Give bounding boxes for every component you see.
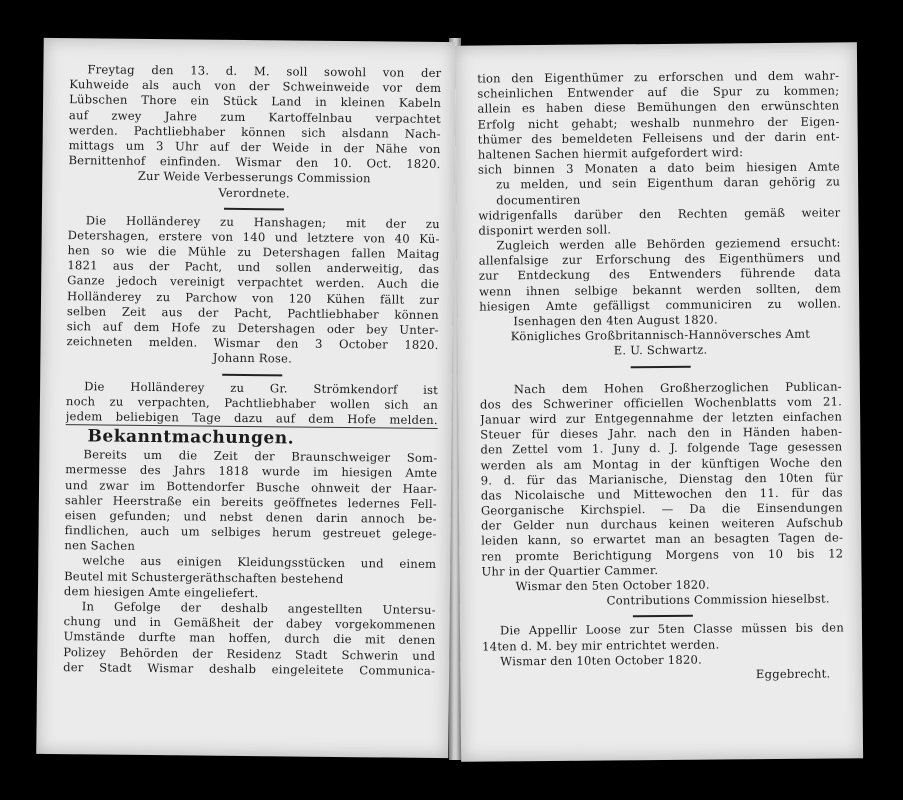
item-line: Beutel mit Schustergeräthschaften bestehend — [64, 568, 344, 586]
text-line: Ganze jedoch vereinigt verpachtet werden. Auch die — [67, 273, 440, 292]
text-line: Freytag den 13. d. M. soll sowohl von der — [87, 62, 442, 81]
text-line: mittags um 3 Uhr auf der Weide in der Nähe von — [68, 138, 441, 156]
text-line: Kuhweide als auch von der Schweinweide vor dem — [69, 77, 442, 96]
text-line: haltenen Sachen hiermit aufgefordert wird: — [477, 145, 744, 162]
right-page — [455, 42, 863, 761]
text-line: mermesse des Jahrs 1818 wurde im hiesigen Amte — [65, 462, 438, 481]
text-line: nen Sachen — [64, 538, 136, 554]
text-line: sahler Heerstraße ein bereits geöffnetes ledernes Fell- — [64, 492, 437, 511]
item-line: zu melden, und sein Eigenthum daran gehörig zu — [496, 174, 841, 192]
left-column — [63, 62, 441, 679]
text-line: allenfalsige zur Erforschung des Eigenthümers und — [478, 250, 841, 268]
text-line: zur Entdeckung des Entwenders führende data — [478, 265, 841, 284]
text-line: thümer des bemeldeten Felleisens und der darin ent- — [477, 129, 840, 147]
text-line: Detershagen, erstere von 140 und letztere von 40 Kü- — [67, 227, 440, 246]
signature-line: Johann Rose. — [212, 351, 293, 366]
text-line: Die Holländerey zu Gr. Strömkendorf ist — [84, 378, 439, 397]
text-line: dos des Schweriner officiellen Wochenblatts vom 21. — [479, 394, 843, 412]
text-line: Umstände durfte man hoffen, durch die mit denen — [63, 629, 436, 648]
text-line: 14ten d. M. bey mir entrichtet werden. — [482, 637, 720, 654]
notice-felleisen-continued — [477, 68, 842, 360]
separator-rule — [224, 207, 284, 210]
text-line: Georganische Kirchspiel. — Da die Einsendungen — [480, 500, 843, 518]
text-line: Zugleich werden alle Behörden geziemend ersucht: — [496, 235, 841, 253]
text-line: und zwar im Bottendorfer Busche ohnweit der Haar- — [65, 477, 438, 496]
notice-loose — [482, 621, 845, 685]
text-line: Lübschen Thore ein Stück Land in kleinen Kabeln — [69, 92, 442, 111]
date-line: Wismar den 5ten October 1820. — [515, 577, 710, 594]
notice-kuhweide — [68, 62, 441, 203]
text-line: werden als am Montag in der künftigen Woche den — [480, 454, 843, 473]
text-line: widrigenfalls darüber den Rechten gemäß weiter — [478, 205, 841, 223]
notice-felleisen — [63, 447, 437, 679]
text-line: hiesigen Amte gefälligst communiciren zu wollen. — [479, 296, 842, 314]
text-line: Erfolg nicht gehabt; weshalb nunmehro der Eigen- — [477, 113, 840, 132]
notice-hanshagen — [66, 213, 440, 369]
item-line: sich binnen 3 Monaten a dato beim hiesigen Amte — [477, 159, 841, 177]
text-line: selben Zeit aus der Pacht, Pachtliebhaber können — [66, 303, 439, 322]
date-line: Wismar den 10ten October 1820. — [500, 652, 703, 669]
text-line: 9. d. für das Marianische, Dienstag den 10ten für — [480, 470, 843, 488]
text-line: chung und in Gemäßheit der dabey vorgekommenen — [63, 614, 436, 633]
text-line: leiden kann, so erwartet man an besagten Tagen de- — [481, 530, 844, 548]
text-line: allein es haben diese Bemühungen den erwünschten — [477, 98, 840, 116]
text-line: Polizey Behörden der Residenz Stadt Schwerin und — [63, 644, 436, 663]
item-line: dem hiesigen Amte eingeliefert. — [63, 583, 259, 600]
right-column — [477, 68, 844, 684]
text-line: der Stadt Wismar deshalb eingeleitete Communica- — [63, 659, 436, 678]
item-line: welche aus einigen Kleidungsstücken und einem — [82, 553, 437, 572]
text-line: Die Appellir Loose zur 5ten Classe müssen bis den — [499, 620, 845, 638]
signature-line: Eggebrecht. — [755, 666, 831, 682]
text-line: Holländerey zu Parchow von 120 Kühen fällt zur — [66, 288, 440, 307]
text-line: tion den Eigenthümer zu erforschen und dem wahr- — [477, 68, 840, 86]
text-line: zeichneten melden. Wismar den 3 October 1820. — [66, 334, 439, 353]
text-line: disponirt werden soll. — [478, 222, 612, 238]
notice-steuer — [480, 379, 844, 610]
date-line: Isenhagen den 4ten August 1820. — [513, 312, 718, 329]
text-line: jedem beliebigen Tage dazu auf dem Hofe melden. — [66, 409, 438, 429]
text-line: Uhr in der Quartier Cammer. — [481, 562, 659, 579]
signature-line: Zur Weide Verbesserungs Commission — [137, 169, 371, 186]
text-line: eisen gefunden; und nebst denen darin annoch be- — [64, 507, 437, 526]
text-line: das Nicolaische und Mittewochen den 11. für das — [480, 485, 843, 503]
text-line: Die Holländerey zu Hanshagen; mit der zu — [85, 213, 440, 231]
notice-stroemkendorf — [66, 379, 438, 429]
text-line: Bereits um die Zeit der Braunschweiger Som- — [83, 447, 438, 466]
text-line: Bernittenhof einfinden. Wismar den 10. Oct. 1820. — [68, 153, 441, 172]
section-heading: Bekanntmachungen. — [87, 426, 295, 449]
separator-rule — [222, 373, 282, 376]
text-line: noch zu verpachten, Pachtliebhaber wollen sich an — [65, 393, 439, 412]
text-line: scheinlichen Entwender auf die Spur zu kommen; — [477, 83, 840, 101]
text-line: den Zettel vom 1. Juny d. J. folgende Tage gesessen — [480, 439, 843, 457]
text-line: ren promte Berichtigung Morgens von 10 bis 12 — [481, 546, 844, 564]
text-line: findlichen, auch um selbiges herum gestreuet gelege- — [64, 523, 437, 542]
text-line: der Gelder nun durchaus keinen weiteren Aufschub — [481, 515, 844, 533]
text-line: auf zwey Jahre zum Kartoffelnbau verpachtet — [68, 107, 442, 126]
signature-line: Königliches Großbritannisch-Hannöversches Amt — [510, 326, 811, 344]
left-page — [36, 38, 455, 758]
text-line: sich auf dem Hofe zu Detershagen oder bey Unter- — [66, 319, 439, 338]
text-line: In Gefolge der deshalb angestellten Untersu- — [81, 599, 436, 617]
text-line: Nach dem Hohen Großherzoglichen Publican- — [513, 378, 842, 396]
text-line: wenn ihnen selbige bekannt werden sollten, dem — [478, 281, 842, 299]
text-line: Steuer für dieses Jahr. nach den in Händen haben- — [480, 424, 843, 442]
text-line: werden. Pachtliebhaber können sich alsdann Nach- — [68, 122, 441, 141]
signature-line: Verordnete. — [218, 185, 290, 200]
signature-line: Contributions Commission hieselbst. — [606, 591, 830, 608]
separator-rule — [633, 615, 693, 618]
text-line: Januar wird zur Entgegennahme der letzten einfachen — [480, 409, 843, 427]
text-line: 1821 aus der Pacht, und sollen anderweitig, das — [67, 258, 440, 277]
separator-rule — [631, 365, 691, 368]
item-line: documentiren — [496, 192, 581, 207]
signature-line: E. U. Schwartz. — [613, 342, 708, 358]
text-line: hen so wie die Mühle zu Detershagen fallen Maitag — [67, 243, 440, 262]
